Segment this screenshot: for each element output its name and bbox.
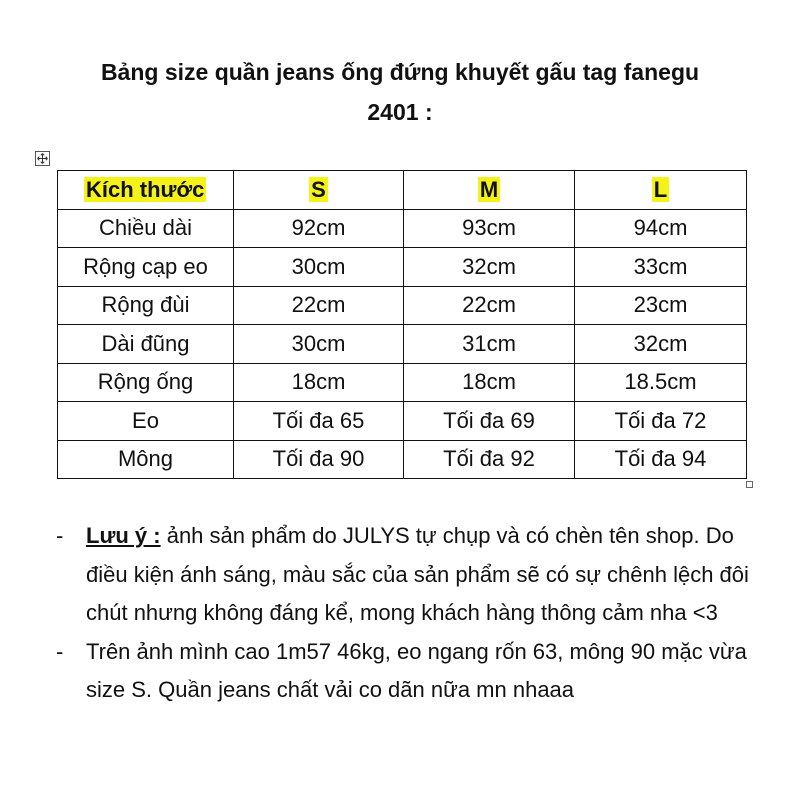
header-label-size: Kích thước — [86, 176, 205, 202]
row-label: Mông — [58, 440, 234, 479]
table-header-cell — [575, 171, 747, 210]
row-label: Chiều dài — [58, 209, 234, 248]
row-label: Dài đũng — [58, 325, 234, 364]
table-row — [58, 248, 747, 287]
table-cell: 31cm — [404, 325, 575, 364]
table-cell: 30cm — [234, 325, 404, 364]
table-row — [58, 440, 747, 479]
table-row — [58, 209, 747, 248]
table-cell: 22cm — [404, 286, 575, 325]
move-arrows-icon — [37, 153, 48, 164]
table-row — [58, 402, 747, 441]
table-resize-handle[interactable] — [746, 481, 753, 488]
table-cell: Tối đa 90 — [234, 440, 404, 479]
list-item — [56, 633, 756, 710]
note-label: Lưu ý : — [86, 523, 161, 548]
header-label-l: L — [653, 176, 668, 202]
table-header-row — [58, 171, 747, 210]
row-label: Rộng ống — [58, 363, 234, 402]
bullet-dash: - — [56, 638, 64, 664]
header-label-s: S — [311, 176, 326, 202]
table-cell: 94cm — [575, 209, 747, 248]
table-cell: 92cm — [234, 209, 404, 248]
note-text: Trên ảnh mình cao 1m57 46kg, eo ngang rốn 63, mông 90 mặc vừa size S. Quần jeans chất vải co dãn nữa mn nhaaa — [86, 638, 747, 702]
table-cell: 23cm — [575, 286, 747, 325]
bullet-dash: - — [56, 523, 64, 548]
table-cell: 30cm — [234, 248, 404, 287]
table-row — [58, 325, 747, 364]
list-item — [56, 517, 756, 633]
table-cell: 32cm — [575, 325, 747, 364]
table-header-cell — [404, 171, 575, 210]
row-label: Rộng cạp eo — [58, 248, 234, 287]
table-cell: 32cm — [404, 248, 575, 287]
document-title — [40, 52, 760, 132]
header-label-m: M — [479, 176, 499, 202]
table-cell: Tối đa 72 — [575, 402, 747, 441]
table-cell: Tối đa 94 — [575, 440, 747, 479]
table-header-cell — [234, 171, 404, 210]
table-move-handle[interactable] — [35, 151, 50, 166]
table-header-cell — [58, 171, 234, 210]
row-label: Rộng đùi — [58, 286, 234, 325]
table-row — [58, 286, 747, 325]
table-cell: Tối đa 92 — [404, 440, 575, 479]
notes-list — [56, 517, 756, 710]
table-cell: 18cm — [234, 363, 404, 402]
title-line-1: Bảng size quần jeans ống đứng khuyết gấu tag fanegu — [100, 59, 700, 85]
size-table — [57, 170, 747, 479]
table-cell: Tối đa 65 — [234, 402, 404, 441]
table-row — [58, 363, 747, 402]
table-cell: 22cm — [234, 286, 404, 325]
row-label: Eo — [58, 402, 234, 441]
title-line-2: 2401 : — [367, 99, 433, 125]
table-cell: Tối đa 69 — [404, 402, 575, 441]
table-cell: 93cm — [404, 209, 575, 248]
table-cell: 33cm — [575, 248, 747, 287]
note-text: ảnh sản phẩm do JULYS tự chụp và có chèn tên shop. Do điều kiện ánh sáng, màu sắc của sản phẩm sẽ có sự chênh lệch đôi chút nhưng không đáng kể, mong khách hàng thông cảm nha <3 — [86, 523, 749, 625]
table-cell: 18cm — [404, 363, 575, 402]
table-cell: 18.5cm — [575, 363, 747, 402]
